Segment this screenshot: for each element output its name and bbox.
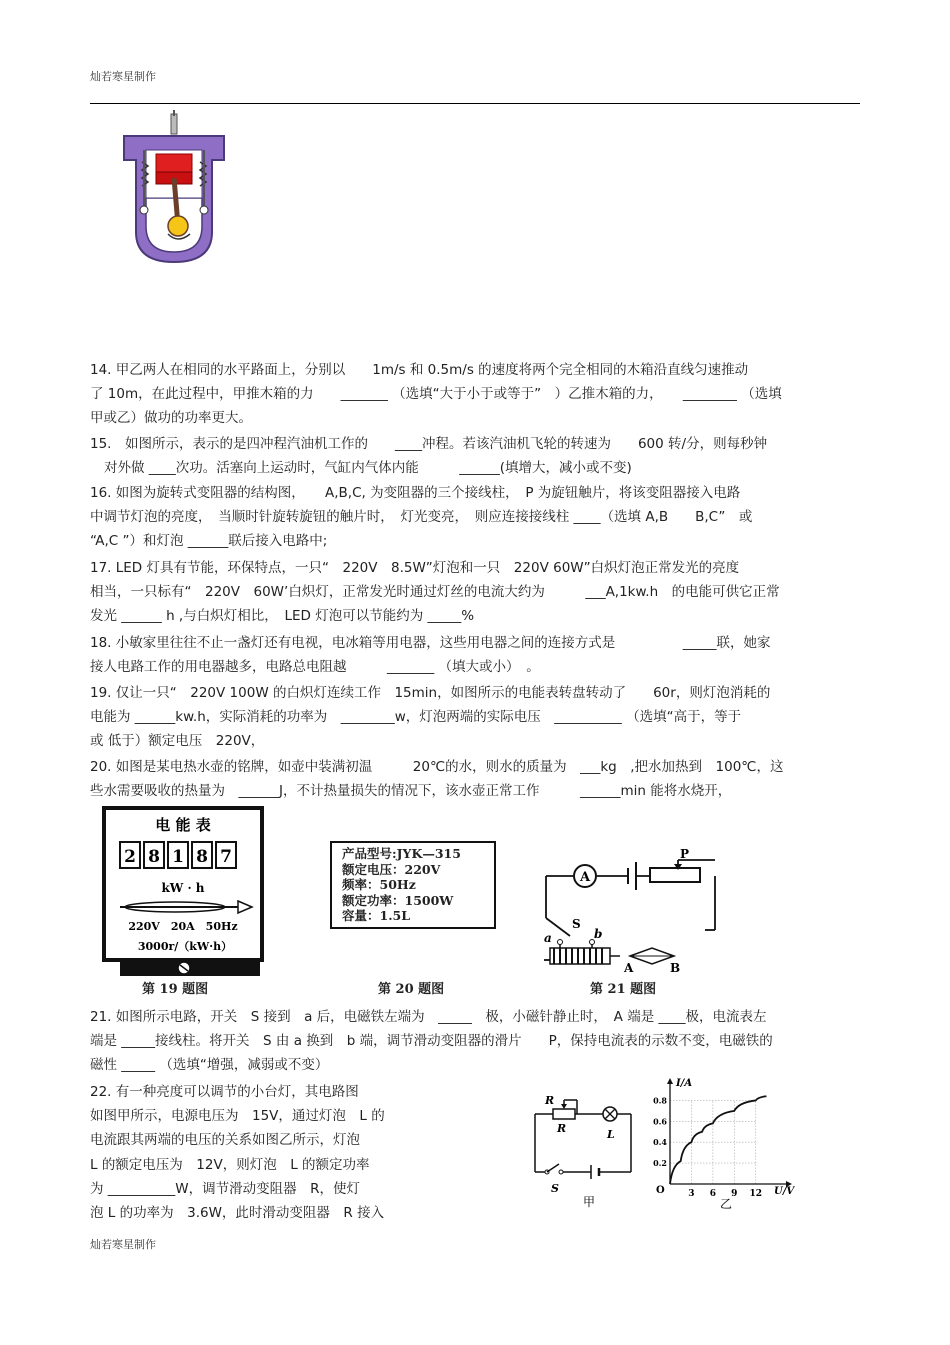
figure-jia-caption: 甲	[583, 1195, 596, 1209]
question-line: 接人电路工作的用电器越多，电路总电阻越 _______ （填大或小） 。	[90, 659, 540, 675]
question-line: 端是 _____接线柱。将开关 S 由 a 换到 b 端，调节滑动变阻器的滑片 P，保持电流表的示数不变，电磁铁的	[90, 1033, 773, 1049]
question-line: 中调节灯泡的亮度， 当顺时针旋转旋钮的触片时， 灯光变亮， 则应连接接线柱 ____（选填 A,B B,C” 或	[90, 509, 753, 525]
switch-label: S	[572, 917, 581, 931]
question-line: 为 __________W，调节滑动变阻器 R，使灯	[90, 1180, 361, 1197]
question-line: 了 10m，在此过程中，甲推木箱的力 _______ （选填“大于小于或等于” ）乙推木箱的力， ________ （选填	[90, 386, 782, 402]
figure-yi-caption: 乙	[720, 1197, 733, 1211]
question-line: 电能为 ______kw.h，实际消耗的功率为 ________w，灯泡两端的实际电压 __________ （选填“高于，等于	[90, 709, 742, 725]
meter-spec: 220V 20A 50Hz	[128, 920, 238, 933]
nameplate-line: 容量：1.5L	[342, 908, 411, 923]
question-line: 相当，一只标有“ 220V 60W’白炽灯，正常发光时通过灯丝的电流大约为 ___A,1kw.h 的电能可供它正常	[90, 584, 780, 600]
x-axis-label: U/V	[774, 1186, 795, 1197]
meter-digit: 8	[196, 847, 208, 867]
lamp-icon	[603, 1107, 617, 1121]
question-line: L 的额定电压为 12V，则灯泡 L 的额定功率	[90, 1156, 370, 1173]
nameplate-line: 额定功率：1500W	[342, 892, 454, 908]
meter-digit: 7	[220, 847, 232, 867]
rheostat-label: R	[557, 1122, 567, 1135]
question-15	[90, 432, 865, 480]
switch-label: S	[551, 1182, 559, 1195]
contact-a-label: a	[544, 931, 552, 945]
x-tick-label: 3	[688, 1189, 695, 1199]
meter-revolutions: 3000r/（kW·h）	[137, 940, 233, 953]
question-14	[90, 358, 865, 430]
question-line: 或 低于）额定电压 220V，	[90, 733, 265, 749]
lamp-label: L	[607, 1128, 615, 1141]
figure-21-caption: 第 21 题图	[590, 982, 657, 997]
question-line: 22. 有一种亮度可以调节的小台灯，其电路图	[90, 1084, 359, 1100]
needle-end-b-label: B	[670, 961, 681, 975]
nameplate-line: 额定电压：220V	[342, 861, 441, 877]
question-line: 些水需要吸收的热量为 ______J，不计热量损失的情况下，该水壶正常工作 ______min 能将水烧开，	[90, 783, 732, 799]
y-tick-label: 0.4	[653, 1137, 667, 1148]
circuit-22-figure	[525, 1090, 640, 1210]
question-17	[90, 556, 865, 628]
question-line: 甲或乙）做功的功率更大。	[90, 410, 252, 426]
x-tick-label: 9	[731, 1189, 738, 1199]
nameplate-line: 产品型号:JYK—315	[342, 846, 461, 861]
engine-figure	[118, 110, 230, 270]
question-line: 泡 L 的功率为 3.6W，此时滑动变阻器 R 接入	[90, 1205, 385, 1222]
needle-end-a-label: A	[624, 961, 634, 975]
battery-icon	[628, 862, 636, 890]
question-line: “A,C ”）和灯泡 ______联后接入电路中;	[90, 533, 328, 549]
rheostat-icon	[553, 1104, 575, 1119]
slider-label: P	[680, 848, 690, 861]
meter-digit: 1	[172, 847, 184, 867]
rheostat-slider-label: R	[545, 1094, 555, 1107]
ammeter-label: A	[579, 870, 591, 885]
circuit-21-figure	[540, 848, 720, 976]
y-axis-label: I/A	[676, 1078, 693, 1089]
battery-icon	[591, 1165, 599, 1179]
question-line: 发光 ______ h ,与白炽灯相比， LED 灯泡可以节能约为 _____%	[90, 608, 475, 624]
figure-20-caption: 第 20 题图	[378, 982, 445, 997]
contact-b-label: b	[594, 927, 603, 941]
question-22	[90, 1080, 440, 1225]
question-line: 如图甲所示，电源电压为 15V，通过灯泡 L 的	[90, 1108, 385, 1125]
question-line: 20. 如图是某电热水壶的铭牌，如壶中装满初温 20℃的水，则水的质量为 ___kg ,把水加热到 100℃，这	[90, 759, 784, 775]
meter-digits	[120, 842, 236, 868]
question-line: 14. 甲乙两人在相同的水平路面上，分别以 1m/s 和 0.5m/s 的速度将两个完全相同的木箱沿直线匀速推动	[90, 362, 749, 378]
rheostat-icon	[650, 848, 715, 882]
iu-chart	[648, 1076, 798, 1212]
meter-digit: 2	[124, 847, 136, 867]
meter-figure	[100, 806, 268, 978]
meter-digit: 8	[148, 847, 160, 867]
question-line: 15. 如图所示，表示的是四冲程汽油机工作的 ____冲程。若该汽油机飞轮的转速为 600 转/分，则每秒钟	[90, 436, 768, 452]
page-footer: 灿若寒星制作	[90, 1238, 156, 1251]
question-line: 对外做 ____次功。活塞向上运动时，气缸内气体内能 ______(填增大，减小或不变)	[104, 460, 632, 476]
page-header: 灿若寒星制作	[90, 70, 156, 83]
ammeter-icon	[574, 865, 596, 887]
y-tick-label: 0.2	[653, 1158, 667, 1169]
meter-title: 电 能 表	[155, 816, 211, 834]
question-18	[90, 631, 865, 679]
question-line: 18. 小敏家里往往不止一盏灯还有电视，电冰箱等用电器，这些用电器之间的连接方式是 _____联，她家	[90, 635, 771, 651]
nameplate-line: 频率：50Hz	[342, 877, 416, 892]
question-19	[90, 681, 865, 753]
y-axis-arrow	[667, 1078, 673, 1084]
compass-needle-icon	[630, 948, 674, 964]
x-tick-label: 6	[709, 1189, 716, 1199]
question-line: 19. 仅让一只“ 220V 100W 的白炽灯连续工作 15min，如图所示的电能表转盘转动了 60r，则灯泡消耗的	[90, 685, 771, 701]
question-21	[90, 1005, 865, 1077]
electromagnet-coil-icon	[550, 944, 620, 964]
y-tick-label: 0.8	[653, 1095, 667, 1106]
series-line	[670, 1096, 766, 1184]
question-line: 电流跟其两端的电压的关系如图乙所示，灯泡	[90, 1132, 360, 1149]
y-tick-label: 0.6	[653, 1116, 667, 1127]
meter-unit: kW · h	[161, 881, 205, 895]
switch-icon	[545, 1164, 563, 1174]
question-line: 17. LED 灯具有节能，环保特点，一只“ 220V 8.5W”灯泡和一只 220V 60W”白炽灯泡正常发光的亮度	[90, 560, 740, 576]
question-line: 16. 如图为旋转式变阻器的结构图， A,B,C, 为变阻器的三个接线柱， P 为旋钮触片，将该变阻器接入电路	[90, 485, 741, 501]
question-line: 磁性 _____ （选填“增强，减弱或不变）	[90, 1057, 329, 1073]
question-16	[90, 481, 865, 553]
header-rule	[90, 103, 860, 104]
question-20	[90, 755, 865, 803]
origin-label: O	[656, 1185, 665, 1196]
question-line: 21. 如图所示电路，开关 S 接到 a 后，电磁铁左端为 _____ 极，小磁针静止时， A 端是 ____极，电流表左	[90, 1009, 767, 1025]
figure-19-caption: 第 19 题图	[142, 982, 209, 997]
nameplate-figure	[330, 841, 496, 929]
x-tick-label: 12	[749, 1189, 762, 1199]
